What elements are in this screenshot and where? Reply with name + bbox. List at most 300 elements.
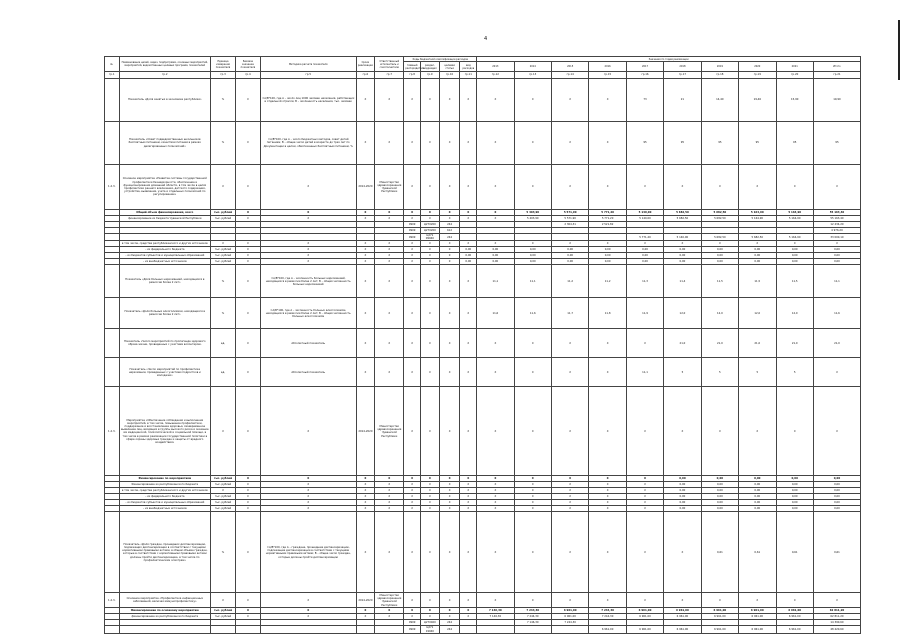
cell-value: 0,00: [664, 253, 701, 259]
cell-method: Х: [260, 593, 356, 608]
cell-grbs: Х: [404, 259, 421, 265]
cell-target: Х: [439, 512, 460, 593]
cell-value: Х: [701, 165, 738, 210]
cell-value: Х: [664, 387, 701, 476]
cell-value: 5 140,00: [664, 234, 701, 241]
cell-value: 0,00: [664, 494, 701, 500]
cell-value: 0,00: [477, 253, 514, 259]
cell-value: 7 244,30: [589, 608, 626, 614]
cell-base: Х: [235, 122, 260, 165]
cell-value: 11,1: [477, 265, 514, 298]
cell-value: 2 304,31: [551, 222, 588, 228]
cell-value: Х: [589, 329, 626, 358]
cell-value: 6 961,00: [551, 608, 588, 614]
cell-value: 14 390,60: [813, 620, 860, 626]
cell-value: Х: [589, 593, 626, 608]
cell-grbs: Х: [404, 329, 421, 358]
cell-value: 0,00: [739, 247, 776, 253]
cell-target: Х: [439, 387, 460, 476]
column-number: гр.8: [404, 72, 421, 79]
col-year: 2021: [776, 62, 813, 72]
cell-value: 0,00: [776, 259, 813, 265]
cell-value: Х: [813, 358, 860, 387]
cell-value: Х: [701, 593, 738, 608]
cell-value: 21,0: [664, 329, 701, 358]
cell-value: 0,00: [776, 500, 813, 506]
cell-grbs: Х: [404, 506, 421, 512]
col-target: целевая статья: [439, 62, 460, 72]
cell-exec: Х: [375, 241, 404, 247]
cell-name: Показатель «Число мероприятий по профилактике наркомании, проведенных с участием подростков и молодежи»: [119, 358, 210, 387]
cell-value: 0,00: [664, 500, 701, 506]
cell-kind2: Х: [460, 476, 477, 482]
cell-value: 11,5: [776, 265, 813, 298]
cell-period: Х: [356, 488, 375, 494]
cell-base: Х: [235, 488, 260, 494]
cell-exec: Х: [375, 216, 404, 222]
cell-value: 73: [626, 79, 663, 122]
cell-period: 2014-2020: [356, 593, 375, 608]
cell-value: 0,00: [739, 506, 776, 512]
cell-value: 11,6: [514, 298, 551, 329]
cell-value: 0,00: [813, 259, 860, 265]
cell-value: Х: [551, 488, 588, 494]
cell-period: [356, 626, 375, 633]
cell-method: Х: [260, 614, 356, 620]
cell-unit: тыс. рублей: [211, 614, 236, 620]
cell-unit: Х: [211, 241, 236, 247]
cell-unit: Х: [211, 387, 236, 476]
cell-name: Финансирование из республиканского бюджета: [119, 482, 210, 488]
cell-kind2: Х: [460, 593, 477, 608]
cell-target: Х: [439, 488, 460, 494]
cell-sect: Х: [420, 79, 439, 122]
cell-value: 0,00: [776, 482, 813, 488]
cell-unit: тыс. рублей: [211, 210, 236, 216]
cell-value: 0,00: [701, 259, 738, 265]
cell-name: – из федерального бюджета: [119, 494, 210, 500]
cell-sect: Х: [420, 358, 439, 387]
cell-value: 0,00: [589, 259, 626, 265]
cell-value: Х: [589, 476, 626, 482]
cell-target: Х: [439, 494, 460, 500]
cell-value: 0,00: [813, 500, 860, 506]
cell-method: [260, 626, 356, 633]
cell-value: 95: [626, 122, 663, 165]
cell-period: Х: [356, 329, 375, 358]
cell-method: Х: [260, 488, 356, 494]
cell-value: 5: [664, 358, 701, 387]
cell-kind2: Х: [460, 608, 477, 614]
cell-unit: тыс. рублей: [211, 476, 236, 482]
cell-value: 5 682,50: [701, 210, 738, 216]
col-year: 2019: [701, 62, 738, 72]
cell-method: Х: [260, 247, 356, 253]
cell-value: 6 961,00: [626, 626, 663, 633]
cell-name: – из внебюджетных источников: [119, 506, 210, 512]
cell-sect: Ц270200: [420, 222, 439, 228]
cell-kind2: Х: [460, 488, 477, 494]
cell-value: 0,00: [514, 253, 551, 259]
cell-unit: тыс. рублей: [211, 506, 236, 512]
cell-period: Х: [356, 482, 375, 488]
cell-name: – из бюджетов субъектов и муниципальных образований: [119, 500, 210, 506]
column-number: гр.4: [235, 72, 260, 79]
col-values-group: Значения по годам реализации: [477, 57, 861, 62]
cell-base: Х: [235, 265, 260, 298]
cell-value: 5 403,90: [514, 216, 551, 222]
cell-unit: тыс. рублей: [211, 608, 236, 614]
cell-kind2: Х: [460, 358, 477, 387]
cell-method: =А/В*100, где А – число лиц 1000 человек населения, работающих в отдельной отрасли; В – численность населения, тыс. человек: [260, 79, 356, 122]
cell-exec: Х: [375, 210, 404, 216]
indicator-row: [105, 329, 861, 358]
cell-value: 0,00: [813, 506, 860, 512]
cell-value: 6 961,00: [626, 614, 663, 620]
cell-target: Х: [439, 608, 460, 614]
cell-value: Х: [589, 488, 626, 494]
cell-grbs: Х: [404, 241, 421, 247]
cell-value: 11,1: [626, 358, 663, 387]
cell-name: Показатель «Доля больных наркоманией, находящихся в ремиссии более 2 лет»: [119, 265, 210, 298]
cell-no: [105, 79, 120, 122]
cell-value: Х: [589, 241, 626, 247]
cell-sect: Х: [420, 122, 439, 165]
cell-value: Х: [514, 358, 551, 387]
cell-target: Х: [439, 265, 460, 298]
col-grbs: главный распорядитель: [405, 63, 425, 70]
cell-kind2: Х: [460, 512, 477, 593]
cell-base: Х: [235, 210, 260, 216]
cell-method: Абсолютный показатель: [260, 329, 356, 358]
cell-value: 0,00: [739, 494, 776, 500]
cell-value: Х: [589, 165, 626, 210]
cell-exec: Х: [375, 608, 404, 614]
cell-exec: Х: [375, 500, 404, 506]
cell-grbs: 0909: [404, 234, 421, 241]
cell-sect: Х: [420, 298, 439, 329]
cell-no: [105, 265, 120, 298]
column-number: гр.16: [626, 72, 663, 79]
cell-value: Х: [626, 506, 663, 512]
cell-sect: Х: [420, 488, 439, 494]
cell-value: 11,7: [551, 298, 588, 329]
cell-value: Х: [514, 387, 551, 476]
column-number: гр.11: [460, 72, 477, 79]
cell-grbs: Х: [404, 79, 421, 122]
cell-value: Х: [626, 593, 663, 608]
cell-no: [105, 358, 120, 387]
finance-row: [105, 626, 861, 633]
cell-kind2: Х: [460, 210, 477, 216]
col-period: Сроки реализации: [356, 57, 375, 72]
cell-method: Х: [260, 500, 356, 506]
cell-value: Х: [739, 387, 776, 476]
column-number: гр.7: [375, 72, 404, 79]
cell-method: =А/В*100, где А – численность больных наркоманией, находящихся в ремиссии более 2 лет; В – общая численность больных наркоманией: [260, 265, 356, 298]
cell-unit: Х: [211, 165, 236, 210]
cell-value: Х: [551, 165, 588, 210]
cell-value: 0,00: [813, 482, 860, 488]
cell-value: 11,4: [664, 265, 701, 298]
column-number-row: [105, 72, 861, 79]
cell-target: Х: [439, 506, 460, 512]
cell-method: =А/В*100, где А – численность больных алкоголизмом, находящихся в ремиссии более 2 лет; В – общая численность больных алкоголизмом: [260, 298, 356, 329]
cell-sect: Х: [420, 247, 439, 253]
cell-value: 7 244,30: [589, 614, 626, 620]
cell-unit: [211, 234, 236, 241]
cell-no: [105, 329, 120, 358]
cell-unit: ед.: [211, 358, 236, 387]
cell-kind2: Х: [460, 482, 477, 488]
cell-value: 7 244,30: [551, 620, 588, 626]
cell-value: Х: [626, 488, 663, 494]
cell-value: 11,5: [701, 265, 738, 298]
cell-value: 0,00: [701, 500, 738, 506]
cell-value: Х: [551, 593, 588, 608]
cell-target: Х: [439, 500, 460, 506]
cell-value: Х: [701, 387, 738, 476]
cell-value: 6 961,00: [589, 626, 626, 633]
cell-grbs: Х: [404, 265, 421, 298]
cell-base: Х: [235, 387, 260, 476]
cell-no: 1.2.3.: [105, 593, 120, 608]
cell-value: 6 961,00: [701, 626, 738, 633]
cell-value: 11,3: [626, 265, 663, 298]
cell-base: Х: [235, 500, 260, 506]
cell-method: Х: [260, 216, 356, 222]
cell-value: 0,00: [514, 259, 551, 265]
column-number: гр.5: [260, 72, 356, 79]
cell-value: 0,00: [626, 247, 663, 253]
cell-value: 5: [701, 358, 738, 387]
cell-value: Х: [813, 387, 860, 476]
cell-value: 0,00: [626, 253, 663, 259]
indicator-row: [105, 122, 861, 165]
cell-value: Х: [589, 506, 626, 512]
indicator-row: [105, 512, 861, 593]
program-table: [104, 56, 861, 634]
cell-name: – из федерального бюджета: [119, 247, 210, 253]
cell-value: 0,00: [551, 259, 588, 265]
cell-grbs: Х: [404, 247, 421, 253]
cell-value: 0,00: [701, 247, 738, 253]
cell-sect: Х: [420, 482, 439, 488]
cell-value: 55 163,40: [813, 216, 860, 222]
cell-target: Х: [439, 122, 460, 165]
cell-exec: Х: [375, 506, 404, 512]
cell-kind2: [460, 234, 477, 241]
page-edge-mark: [898, 20, 900, 80]
cell-value: Х: [477, 122, 514, 165]
cell-grbs: Х: [404, 614, 421, 620]
cell-sect: Х: [420, 476, 439, 482]
cell-base: Х: [235, 358, 260, 387]
cell-exec: Министерство здравоохранения Чувашской Республики: [375, 593, 404, 608]
cell-value: 21,0: [813, 329, 860, 358]
cell-sect: Х: [420, 265, 439, 298]
cell-exec: Х: [375, 482, 404, 488]
cell-value: 0,00: [477, 247, 514, 253]
col-total: Итого: [813, 62, 860, 72]
cell-method: Х: [260, 210, 356, 216]
cell-base: [235, 626, 260, 633]
cell-kind2: Х: [460, 298, 477, 329]
cell-unit: тыс. рублей: [211, 253, 236, 259]
cell-name: Финансирование по основному мероприятию: [119, 608, 210, 614]
cell-value: 11,6: [477, 298, 514, 329]
column-number: гр.18: [701, 72, 738, 79]
cell-base: Х: [235, 165, 260, 210]
cell-grbs: Х: [404, 488, 421, 494]
cell-value: 6 961,00: [739, 614, 776, 620]
col-method: Методика расчета показателя: [260, 57, 356, 72]
cell-value: 7 146,30: [477, 608, 514, 614]
cell-grbs: Х: [404, 165, 421, 210]
cell-grbs: Х: [404, 512, 421, 593]
cell-base: Х: [235, 593, 260, 608]
cell-value: 5 682,50: [701, 216, 738, 222]
cell-method: Х: [260, 608, 356, 614]
col-year: 2016: [589, 62, 626, 72]
cell-value: Х: [477, 79, 514, 122]
cell-value: Х: [477, 165, 514, 210]
event-row: [105, 593, 861, 608]
cell-no: [105, 512, 120, 593]
cell-unit: [211, 626, 236, 633]
page-number: 4: [484, 36, 488, 42]
cell-unit: %: [211, 265, 236, 298]
cell-method: Х: [260, 259, 356, 265]
cell-value: Х: [477, 488, 514, 494]
cell-value: 0,00: [514, 247, 551, 253]
cell-name: [119, 234, 210, 241]
cell-base: Х: [235, 247, 260, 253]
cell-name: Показатель «Доля больных алкоголизмом, находящихся в ремиссии более 2 лет»: [119, 298, 210, 329]
cell-name: Основное мероприятие «Профилактика инфекционных заболеваний, включая иммунопрофилактику»: [119, 593, 210, 608]
cell-target: Х: [439, 614, 460, 620]
cell-base: Х: [235, 494, 260, 500]
cell-value: 0,00: [813, 488, 860, 494]
cell-value: 5 771,20: [626, 234, 663, 241]
cell-grbs: 0909: [404, 228, 421, 234]
cell-value: 5 164,90: [739, 216, 776, 222]
cell-name: Общий объем финансирования, всего: [119, 210, 210, 216]
cell-value: 6 961,00: [664, 614, 701, 620]
cell-value: Х: [514, 593, 551, 608]
cell-exec: Х: [375, 614, 404, 620]
cell-base: Х: [235, 216, 260, 222]
column-number: гр.2: [119, 72, 210, 79]
cell-sect: Х: [420, 500, 439, 506]
cell-method: =А/В*100, где А – граждане, прошедшие диспансеризацию, подлежащие диспансеризации в соответствии с текущими нормативными правовыми актами; В – общее число граждан, которые должны пройти диспансеризацию: [260, 512, 356, 593]
cell-target: 244: [439, 222, 460, 228]
cell-name: в том числе, средства республиканского и других источников: [119, 241, 210, 247]
cell-grbs: Х: [404, 608, 421, 614]
cell-kind2: Х: [460, 500, 477, 506]
cell-value: Х: [626, 494, 663, 500]
cell-value: 19,46: [739, 79, 776, 122]
cell-exec: Х: [375, 122, 404, 165]
cell-value: Х: [514, 79, 551, 122]
cell-exec: [375, 234, 404, 241]
cell-value: Х: [551, 122, 588, 165]
cell-no: [105, 626, 120, 633]
cell-value: Х: [477, 512, 514, 593]
cell-value: 95: [664, 122, 701, 165]
cell-period: Х: [356, 122, 375, 165]
cell-value: 5 164,90: [776, 210, 813, 216]
cell-kind2: Х: [460, 79, 477, 122]
cell-grbs: 0909: [404, 620, 421, 626]
cell-value: Х: [589, 482, 626, 488]
cell-value: 0,00: [739, 482, 776, 488]
cell-value: 6 961,00: [739, 626, 776, 633]
col-year: 2015: [551, 62, 588, 72]
cell-value: 11,2: [589, 265, 626, 298]
cell-value: 0,00: [626, 259, 663, 265]
cell-name: в том числе, средства республиканского и других источников: [119, 488, 210, 494]
cell-period: Х: [356, 614, 375, 620]
indicator-row: [105, 265, 861, 298]
cell-value: Х: [589, 512, 626, 593]
cell-value: 0,00: [739, 500, 776, 506]
cell-unit: Х: [211, 593, 236, 608]
indicator-row: [105, 358, 861, 387]
cell-value: 21: [664, 79, 701, 122]
cell-sect: Ц270200: [420, 228, 439, 234]
cell-value: 6 961,00: [776, 608, 813, 614]
cell-method: [260, 234, 356, 241]
cell-kind2: Х: [460, 387, 477, 476]
cell-value: Х: [477, 216, 514, 222]
cell-unit: тыс. рублей: [211, 494, 236, 500]
cell-value: 0,00: [701, 476, 738, 482]
column-number: гр.1: [105, 72, 120, 79]
cell-value: [514, 234, 551, 241]
cell-value: Х: [477, 358, 514, 387]
cell-name: Показатель «Доля занятых в экономике республики»: [119, 79, 210, 122]
cell-value: 0,00: [813, 253, 860, 259]
cell-value: [477, 234, 514, 241]
cell-value: Х: [813, 593, 860, 608]
cell-exec: Х: [375, 265, 404, 298]
cell-name: Основное мероприятие «Развитие системы государственной профилактики безнадзорности, обеспечение и функционирования домашней области, в том числе в целях профилактики раннего вовлечения, детского содержания, устройства, выявления, учета и отдельных полномочий по регулированию»: [119, 165, 210, 210]
register-sheet: [104, 56, 861, 634]
cell-value: 5 682,50: [664, 210, 701, 216]
cell-value: 5 682,50: [701, 234, 738, 241]
cell-value: Х: [664, 593, 701, 608]
cell-value: Х: [514, 506, 551, 512]
cell-value: 12,0: [664, 298, 701, 329]
cell-sect: Х: [420, 593, 439, 608]
cell-name: Мероприятие «Обеспечение соблюдения и выполнения мероприятий, в том числе, повышение профилактики, поддержание и восстановление здоровья, своевременное выявление лиц, входящих в группы высокого риска и оказание им медицинской, психологической и социальной помощи, в том числе в рамках реализации государственной политики в сфере охраны здоровья граждан и защиты от вредного воздействия»: [119, 387, 210, 476]
col-year: 2017: [626, 62, 663, 72]
col-unit: Единица измерения показателя: [211, 57, 236, 72]
cell-target: 0: [439, 247, 460, 253]
cell-unit: ед.: [211, 329, 236, 358]
cell-target: 244: [439, 626, 460, 633]
cell-value: Х: [589, 79, 626, 122]
cell-value: Х: [589, 494, 626, 500]
cell-value: Х: [551, 79, 588, 122]
cell-exec: Х: [375, 488, 404, 494]
cell-value: 0,00: [776, 476, 813, 482]
cell-value: [551, 234, 588, 241]
cell-method: Х: [260, 494, 356, 500]
cell-kind2: 0,00: [460, 259, 477, 265]
cell-sect: Х: [420, 216, 439, 222]
